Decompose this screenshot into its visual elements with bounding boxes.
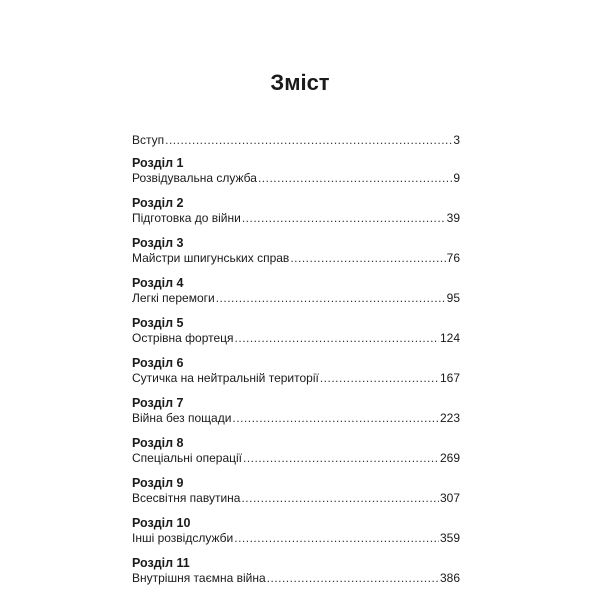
chapter-label: Розділ 2 bbox=[132, 196, 184, 210]
toc-page-number: 167 bbox=[439, 371, 460, 385]
toc-chapter bbox=[132, 235, 460, 265]
chapter-label: Розділ 4 bbox=[132, 276, 184, 290]
toc-chapter bbox=[132, 155, 460, 185]
page-title: Зміст bbox=[270, 70, 330, 95]
chapter-label: Розділ 8 bbox=[132, 436, 184, 450]
chapter-label: Розділ 10 bbox=[132, 516, 191, 530]
toc-entry bbox=[132, 211, 460, 225]
toc-chapter bbox=[132, 315, 460, 345]
dot-leader bbox=[234, 531, 439, 545]
dot-leader bbox=[243, 451, 439, 465]
chapter-label: Розділ 11 bbox=[132, 556, 190, 570]
toc-page-number: 39 bbox=[446, 211, 460, 225]
dot-leader bbox=[320, 371, 439, 385]
toc-chapter bbox=[132, 555, 460, 585]
toc-entry bbox=[132, 571, 460, 585]
toc-page-number: 9 bbox=[453, 171, 460, 185]
chapter-label: Розділ 7 bbox=[132, 396, 184, 410]
dot-leader bbox=[267, 571, 439, 585]
toc-chapter bbox=[132, 195, 460, 225]
toc-entry-name: Вступ bbox=[132, 133, 165, 147]
toc-page-number: 307 bbox=[439, 491, 460, 505]
toc-entry-name: Інші розвідслужби bbox=[132, 531, 234, 545]
toc-entry-name: Підготовка до війни bbox=[132, 211, 241, 225]
toc-chapter bbox=[132, 355, 460, 385]
toc-entry bbox=[132, 451, 460, 465]
dot-leader bbox=[216, 291, 446, 305]
toc-entry bbox=[132, 371, 460, 385]
toc-entry-name: Майстри шпигунських справ bbox=[132, 251, 290, 265]
dot-leader bbox=[258, 171, 452, 185]
toc-chapter bbox=[132, 275, 460, 305]
chapter-label: Розділ 6 bbox=[132, 356, 184, 370]
toc-entry bbox=[132, 331, 460, 345]
toc-chapter bbox=[132, 515, 460, 545]
toc-chapter bbox=[132, 395, 460, 425]
toc-entry bbox=[132, 251, 460, 265]
toc-page-number: 124 bbox=[439, 331, 460, 345]
dot-leader bbox=[290, 251, 445, 265]
toc-entry bbox=[132, 291, 460, 305]
dot-leader bbox=[241, 491, 439, 505]
toc-entry-name: Всесвітня павутина bbox=[132, 491, 241, 505]
toc-entry-name: Війна без пощади bbox=[132, 411, 232, 425]
toc-page-number: 3 bbox=[453, 133, 460, 147]
chapter-label: Розділ 5 bbox=[132, 316, 184, 330]
toc-page-number: 95 bbox=[446, 291, 460, 305]
dot-leader bbox=[165, 133, 452, 147]
toc-entry bbox=[132, 171, 460, 185]
chapter-label: Розділ 3 bbox=[132, 236, 184, 250]
table-of-contents bbox=[132, 133, 460, 595]
toc-entry-name: Легкі перемоги bbox=[132, 291, 215, 305]
toc-entry bbox=[132, 491, 460, 505]
chapter-label: Розділ 1 bbox=[132, 156, 184, 170]
chapter-label: Розділ 9 bbox=[132, 476, 184, 490]
toc-entry-name: Спеціальні операції bbox=[132, 451, 242, 465]
toc-entry-intro bbox=[132, 133, 460, 147]
toc-chapter bbox=[132, 435, 460, 465]
toc-page-number: 359 bbox=[439, 531, 460, 545]
dot-leader bbox=[235, 331, 439, 345]
toc-entry-name: Розвідувальна служба bbox=[132, 171, 257, 185]
dot-leader bbox=[232, 411, 439, 425]
dot-leader bbox=[242, 211, 446, 225]
toc-entry bbox=[132, 531, 460, 545]
toc-page-number: 76 bbox=[446, 251, 460, 265]
toc-entry-name: Острівна фортеця bbox=[132, 331, 234, 345]
toc-page-number: 269 bbox=[439, 451, 460, 465]
toc-entry-name: Сутичка на нейтральній території bbox=[132, 371, 319, 385]
toc-chapter bbox=[132, 475, 460, 505]
toc-entry bbox=[132, 411, 460, 425]
toc-entry-name: Внутрішня таємна війна bbox=[132, 571, 266, 585]
toc-page-number: 223 bbox=[439, 411, 460, 425]
toc-page-number: 386 bbox=[439, 571, 460, 585]
